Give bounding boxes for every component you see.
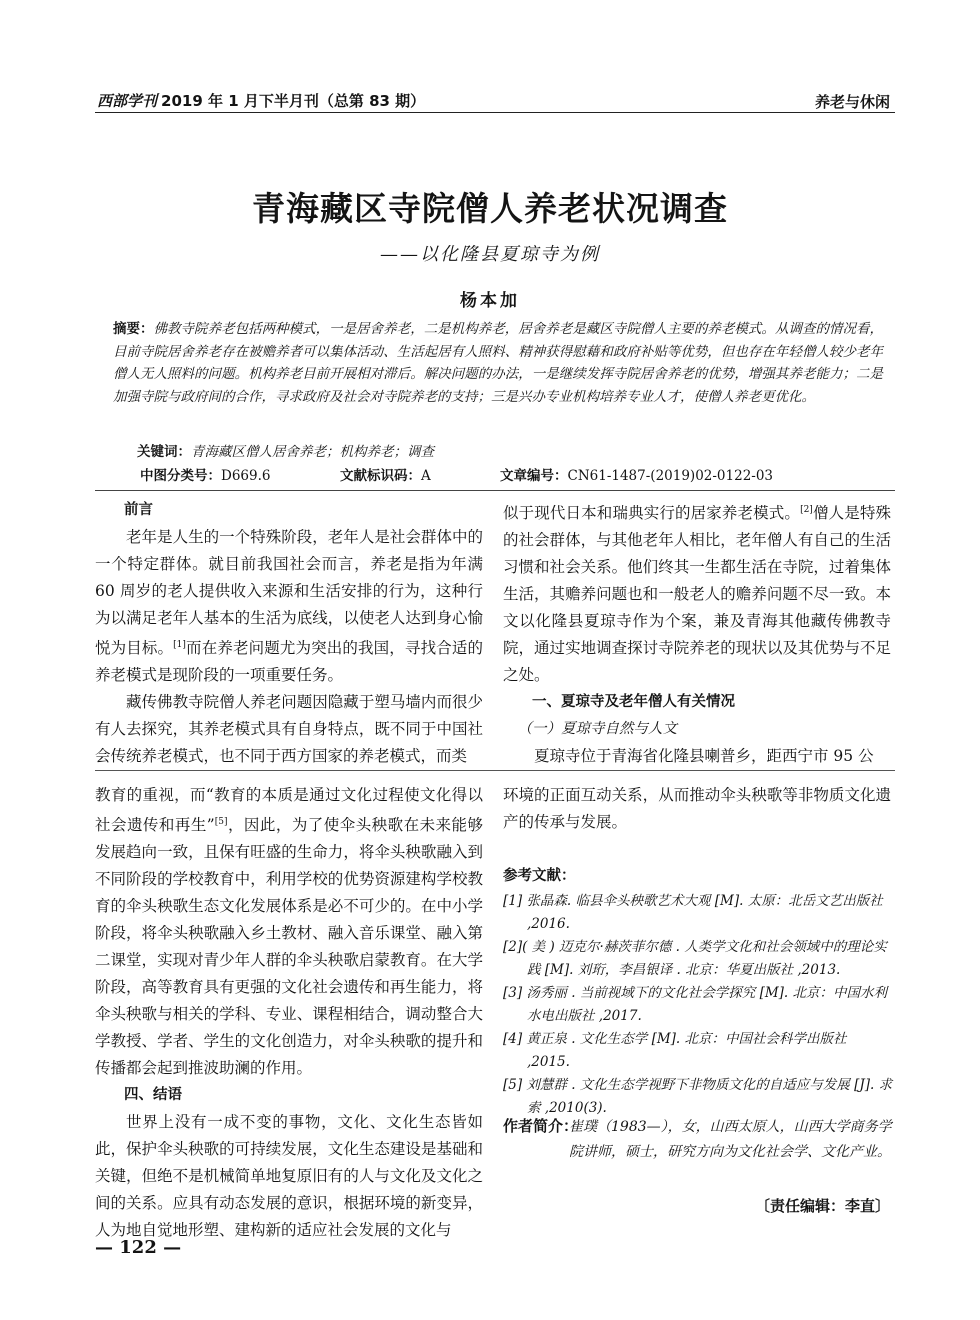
section-heading-conclusion: 四、结语 (124, 1087, 182, 1104)
column-left-bottom (95, 782, 483, 1244)
paragraph-text: 僧人是特殊的社会群体，与其他老年人相比，老年僧人有自己的生活习惯和社会关系。他们终其一生都生活在寺院，过着集体生活，其赡养问题也和一般老人的赡养问题不尽一致。本文以化隆县夏琼寺作为个案，兼及青海其他藏传佛教寺院，通过实地调查探讨寺院养老的现状以及其优势与不足之处。 (503, 504, 891, 685)
reference-item: [4] 黄正泉 . 文化生态学 [M]. 北京：中国社会科学出版社 ,2015. (503, 1031, 847, 1070)
journal-logo: 西部学刊 (97, 92, 158, 110)
references-list (503, 890, 893, 1120)
paragraph: 夏琼寺位于青海省化隆县喇普乡，距西宁市 95 公 (534, 747, 874, 766)
section-heading-preface: 前言 (124, 502, 153, 518)
author-bio-label: 作者简介： (503, 1117, 579, 1135)
keywords-text: 青海藏区僧人居舍养老；机构养老；调查 (191, 444, 434, 460)
author-bio (503, 1114, 893, 1165)
clc-code (140, 464, 270, 484)
article-number (500, 464, 773, 484)
paragraph-text: 老年是人生的一个特殊阶段，老年人是社会群体中的一个特定群体。就目前我国社会而言，养老是指为年满 60 周岁的老人提供收入来源和生活安排的行为，这种行为以满足老年人基本的生活为底线，以使老人达到身心愉悦为目标。 (95, 528, 483, 658)
section-heading-1: 一、夏琼寺及老年僧人有关情况 (532, 694, 735, 711)
citation: [1] (173, 640, 186, 650)
abstract-label: 摘要： (113, 321, 154, 337)
paragraph: 藏传佛教寺院僧人养老问题因隐藏于塑马墙内而很少有人去探究，其养老模式具有自身特点，既不同于中国社会传统养老模式，也不同于西方国家的养老模式，而类 (95, 693, 483, 766)
article-title: 青海藏区寺院僧人养老状况调查 (252, 189, 728, 228)
reference-item: [1] 张晶森. 临县伞头秧歌艺术大观 [M]. 太原：北岳文艺出版社 ,2016. (503, 893, 883, 932)
paragraph-text: 教育的重视，而“教育的本质是通过文化过程使文化得以社会遗传和再生” (95, 786, 483, 835)
abstract (113, 318, 883, 408)
article-number-value: CN61-1487-(2019)02-0122-03 (567, 468, 774, 484)
keywords (137, 440, 434, 460)
paragraph: 环境的正面互动关系，从而推动伞头秧歌等非物质文化遗产的传承与发展。 (503, 786, 891, 831)
reference-item: [2]( 美 ) 迈克尔·赫茨菲尔德 . 人类学文化和社会领域中的理论实践 [M]. 刘珩，李昌银译 . 北京：华夏出版社 ,2013. (503, 939, 887, 978)
paragraph-text: ，因此，为了使伞头秧歌在未来能够发展趋向一致，且保有旺盛的生命力，将伞头秧歌融入到不同阶段的学校教育中，利用学校的优势资源建构学校教育的伞头秧歌生态文化发展体系是必不可少的。在中小学阶段，将伞头秧歌融入乡土教材、融入音乐课堂、融入第二课堂，实现对青少年人群的伞头秧歌启蒙教育。在大学阶段，高等教育具有更强的文化社会遗传和再生能力，将伞头秧歌与相关的学科、专业、课程相结合，调动整合大学教授、学者、学生的文化创造力，对伞头秧歌的提升和传播都会起到推波助澜的作用。 (95, 816, 483, 1078)
column-left-top (95, 497, 483, 770)
header-rule (95, 112, 895, 113)
journal-info (97, 90, 425, 111)
subsection-heading: （一）夏琼寺自然与人文 (517, 721, 677, 738)
clc-value: D669.6 (221, 468, 271, 484)
doc-code-label: 文献标识码： (340, 468, 421, 484)
page-number: — 122 — (95, 1237, 182, 1258)
clc-label: 中图分类号： (140, 468, 221, 484)
responsible-editor: 〔责任编辑：李直〕 (754, 1197, 890, 1215)
doc-code-value: A (421, 468, 431, 484)
article-divider (95, 770, 895, 771)
keywords-label: 关键词： (137, 444, 191, 460)
citation: [5] (214, 817, 228, 827)
doc-code (340, 464, 431, 484)
column-right-bottom (503, 782, 891, 836)
paragraph-text: 似于现代日本和瑞典实行的居家养老模式。 (503, 504, 801, 523)
paragraph (95, 524, 483, 689)
author-bio-text: 崔璞（1983—），女，山西太原人，山西大学商务学院讲师，硕士，研究方向为文化社会学、文化产业。 (569, 1119, 892, 1160)
reference-item: [3] 汤秀丽 . 当前视域下的文化社会学探究 [M]. 北京：中国水利水电出版社 ,2017. (503, 985, 888, 1024)
article-author: 杨本加 (460, 291, 520, 311)
reference-item: [5] 刘慧群 . 文化生态学视野下非物质文化的自适应与发展 [J]. 求索 ,2010(3). (503, 1077, 893, 1116)
paragraph-text: 而在养老问题尤为突出的我国，寻找合适的养老模式是现阶段的一项重要任务。 (95, 639, 483, 685)
journal-issue: 2019 年 1 月下半月刊（总第 83 期） (161, 92, 426, 110)
references-title: 参考文献： (503, 868, 576, 884)
paragraph: 世界上没有一成不变的事物，文化、文化生态皆如此，保护伞头秧歌的可持续发展，文化生态建设是基础和关键，但绝不是机械简单地复原旧有的人与文化及文化之间的关系。应具有动态发展的意识，根据环境的新变异，人为地自觉地形塑、建构新的适应社会发展的文化与 (95, 1113, 483, 1240)
citation: [2] (800, 505, 813, 515)
paragraph (503, 497, 891, 689)
section-tag: 养老与休闲 (814, 93, 890, 111)
abstract-text: 佛教寺院养老包括两种模式，一是居舍养老，二是机构养老，居舍养老是藏区寺院僧人主要的养老模式。从调查的情况看，目前寺院居舍养老存在被赡养者可以集体活动、生活起居有人照料、精神获得慰藉和政府补贴等优势，但也存在年轻僧人较少老年僧人无人照料的问题。机构养老目前开展相对滞后。解决问题的办法，一是继续发挥寺院居舍养老的优势，增强其养老能力；二是加强寺院与政府间的合作，寻求政府及社会对寺院养老的支持；三是兴办专业机构培养专业人才，使僧人养老更优化。 (113, 321, 884, 405)
article-subtitle: ——以化隆县夏琼寺为例 (380, 244, 600, 265)
column-right-top (503, 497, 891, 770)
meta-rule (95, 490, 895, 491)
paragraph (95, 782, 483, 1082)
article-number-label: 文章编号： (500, 468, 568, 484)
